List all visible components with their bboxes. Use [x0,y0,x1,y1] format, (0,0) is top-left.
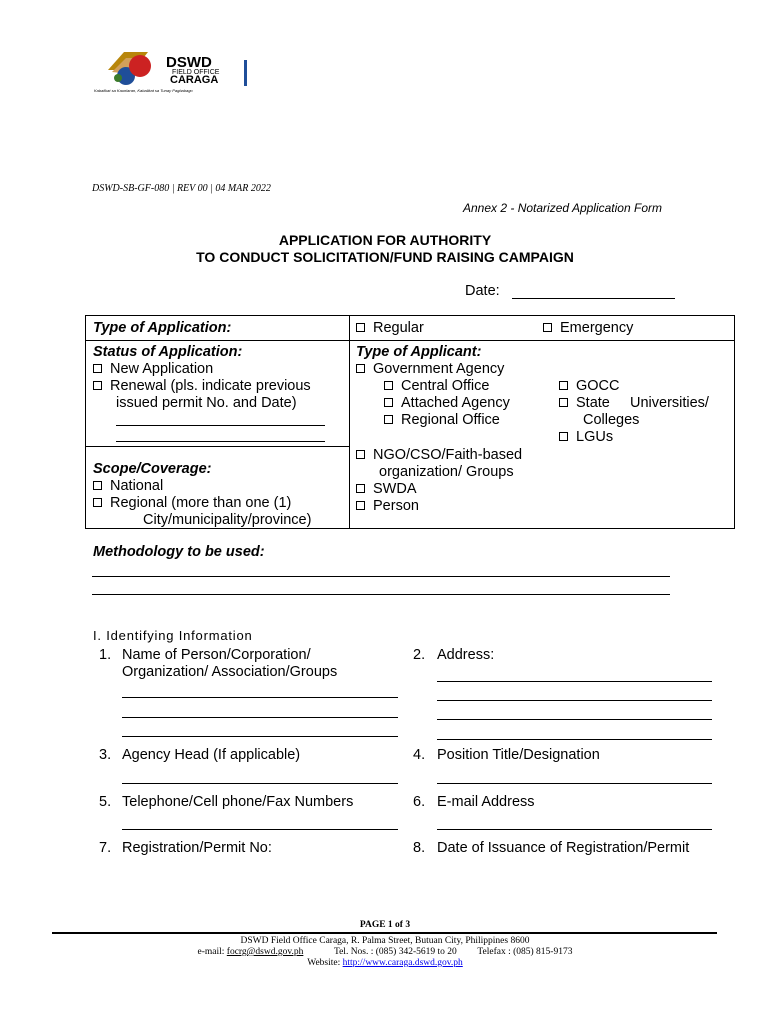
field-4-label: Position Title/Designation [437,747,600,763]
option-emergency[interactable]: Emergency [543,320,633,336]
field-5-label: Telephone/Cell phone/Fax Numbers [122,794,354,810]
section-identifying-information: I. Identifying Information [93,628,253,643]
checkbox-icon[interactable] [356,484,365,493]
field-8-label: Date of Issuance of Registration/Permit [437,840,690,856]
option-regional-office[interactable]: Regional Office [384,412,500,428]
field-8-number: 8. [413,840,426,856]
checkbox-icon[interactable] [93,364,102,373]
checkbox-icon[interactable] [93,498,102,507]
footer-rule [52,932,717,934]
checkbox-icon[interactable] [559,381,568,390]
logo-bar [244,60,247,86]
logo-office: FIELD OFFICE [172,69,220,76]
option-ngo[interactable]: NGO/CSO/Faith-based [356,447,522,463]
field-1-number: 1. [99,647,112,663]
field-3-input[interactable] [122,783,398,784]
field-2-number: 2. [413,647,426,663]
table-left-divider [85,446,349,447]
form-title-line2: TO CONDUCT SOLICITATION/FUND RAISING CAMPAIGN [196,249,574,265]
logo-tagline: Kabalikat sa Kaunlaran, Kabalikat sa Tunay Pagbabago [94,88,193,93]
email-link[interactable]: focrg@dswd.gov.ph [226,947,304,957]
field-3-label: Agency Head (If applicable) [122,747,301,763]
checkbox-icon[interactable] [384,381,393,390]
checkbox-icon[interactable] [384,398,393,407]
checkbox-icon[interactable] [356,501,365,510]
dswd-logo-emblem [104,48,166,88]
logo-region: CARAGA [170,74,219,86]
option-swda[interactable]: SWDA [356,481,417,497]
field-4-number: 4. [413,747,426,763]
option-regular[interactable]: Regular [356,320,424,336]
option-central-office[interactable]: Central Office [384,378,489,394]
field-5-input[interactable] [122,829,398,830]
scope-coverage-label: Scope/Coverage: [93,461,212,477]
dswd-logo [94,48,249,100]
table-col-divider [349,315,350,529]
option-lgus[interactable]: LGUs [559,429,613,445]
field-1-label: Name of Person/Corporation/ [122,647,311,663]
checkbox-icon[interactable] [384,415,393,424]
type-of-application-label: Type of Application: [93,320,232,336]
website-link[interactable]: http://www.caraga.dswd.gov.ph [342,958,463,968]
footer-address: DSWD Field Office Caraga, R. Palma Street, Butuan City, Philippines 8600 [240,936,530,946]
checkbox-icon[interactable] [356,364,365,373]
footer-contact [0,947,770,957]
field-4-input[interactable] [437,783,712,784]
website-label: Website: [307,958,341,968]
option-renewal[interactable]: Renewal (pls. indicate previous [93,378,311,394]
field-1-input-3[interactable] [122,736,398,737]
option-gocc[interactable]: GOCC [559,378,620,394]
page-number: PAGE 1 of 3 [359,920,411,930]
methodology-field-2[interactable] [92,594,670,595]
table-row-divider [85,340,735,341]
date-label: Date: [465,283,500,299]
field-7-number: 7. [99,840,112,856]
field-6-label: E-mail Address [437,794,535,810]
field-3-number: 3. [99,747,112,763]
regional-note: City/municipality/province) [143,512,312,528]
field-2-input-2[interactable] [437,700,712,701]
checkbox-icon[interactable] [356,450,365,459]
field-2-input-3[interactable] [437,719,712,720]
document-code: DSWD-SB-GF-080 | REV 00 | 04 MAR 2022 [92,183,271,194]
form-title-line1: APPLICATION FOR AUTHORITY [278,232,492,248]
field-2-input-4[interactable] [437,739,712,740]
option-regional[interactable]: Regional (more than one (1) [93,495,291,511]
option-person[interactable]: Person [356,498,419,514]
field-7-label: Registration/Permit No: [122,840,272,856]
ngo-note: organization/ Groups [379,464,514,480]
field-2-label: Address: [437,647,495,663]
logo-name: DSWD [166,54,212,71]
telefax-number: Telefax : (085) 815-9173 [477,947,573,957]
field-1-input-1[interactable] [122,697,398,698]
option-new-application[interactable]: New Application [93,361,213,377]
field-6-input[interactable] [437,829,712,830]
option-government-agency[interactable]: Government Agency [356,361,504,377]
checkbox-icon[interactable] [543,323,552,332]
field-1-input-2[interactable] [122,717,398,718]
checkbox-icon[interactable] [559,398,568,407]
email-label: e-mail: [197,947,225,957]
renewal-note: issued permit No. and Date) [116,395,297,411]
checkbox-icon[interactable] [93,481,102,490]
methodology-label: Methodology to be used: [93,544,265,560]
footer-website [0,958,770,968]
option-attached-agency[interactable]: Attached Agency [384,395,510,411]
option-state-universities[interactable]: State Universities/ [559,395,709,411]
field-2-input-1[interactable] [437,681,712,682]
checkbox-icon[interactable] [93,381,102,390]
checkbox-icon[interactable] [559,432,568,441]
checkbox-icon[interactable] [356,323,365,332]
renewal-permit-field[interactable] [116,425,325,426]
option-national[interactable]: National [93,478,163,494]
date-field[interactable] [512,298,675,299]
renewal-date-field[interactable] [116,441,325,442]
colleges-label: Colleges [583,412,640,428]
type-of-applicant-label: Type of Applicant: [356,344,482,360]
field-5-number: 5. [99,794,112,810]
status-of-application-label: Status of Application: [93,344,243,360]
methodology-field-1[interactable] [92,576,670,577]
annex-label: Annex 2 - Notarized Application Form [463,201,662,215]
telephone-numbers: Tel. Nos. : (085) 342-5619 to 20 [333,947,457,957]
field-1-label-2: Organization/ Association/Groups [122,664,338,680]
field-6-number: 6. [413,794,426,810]
